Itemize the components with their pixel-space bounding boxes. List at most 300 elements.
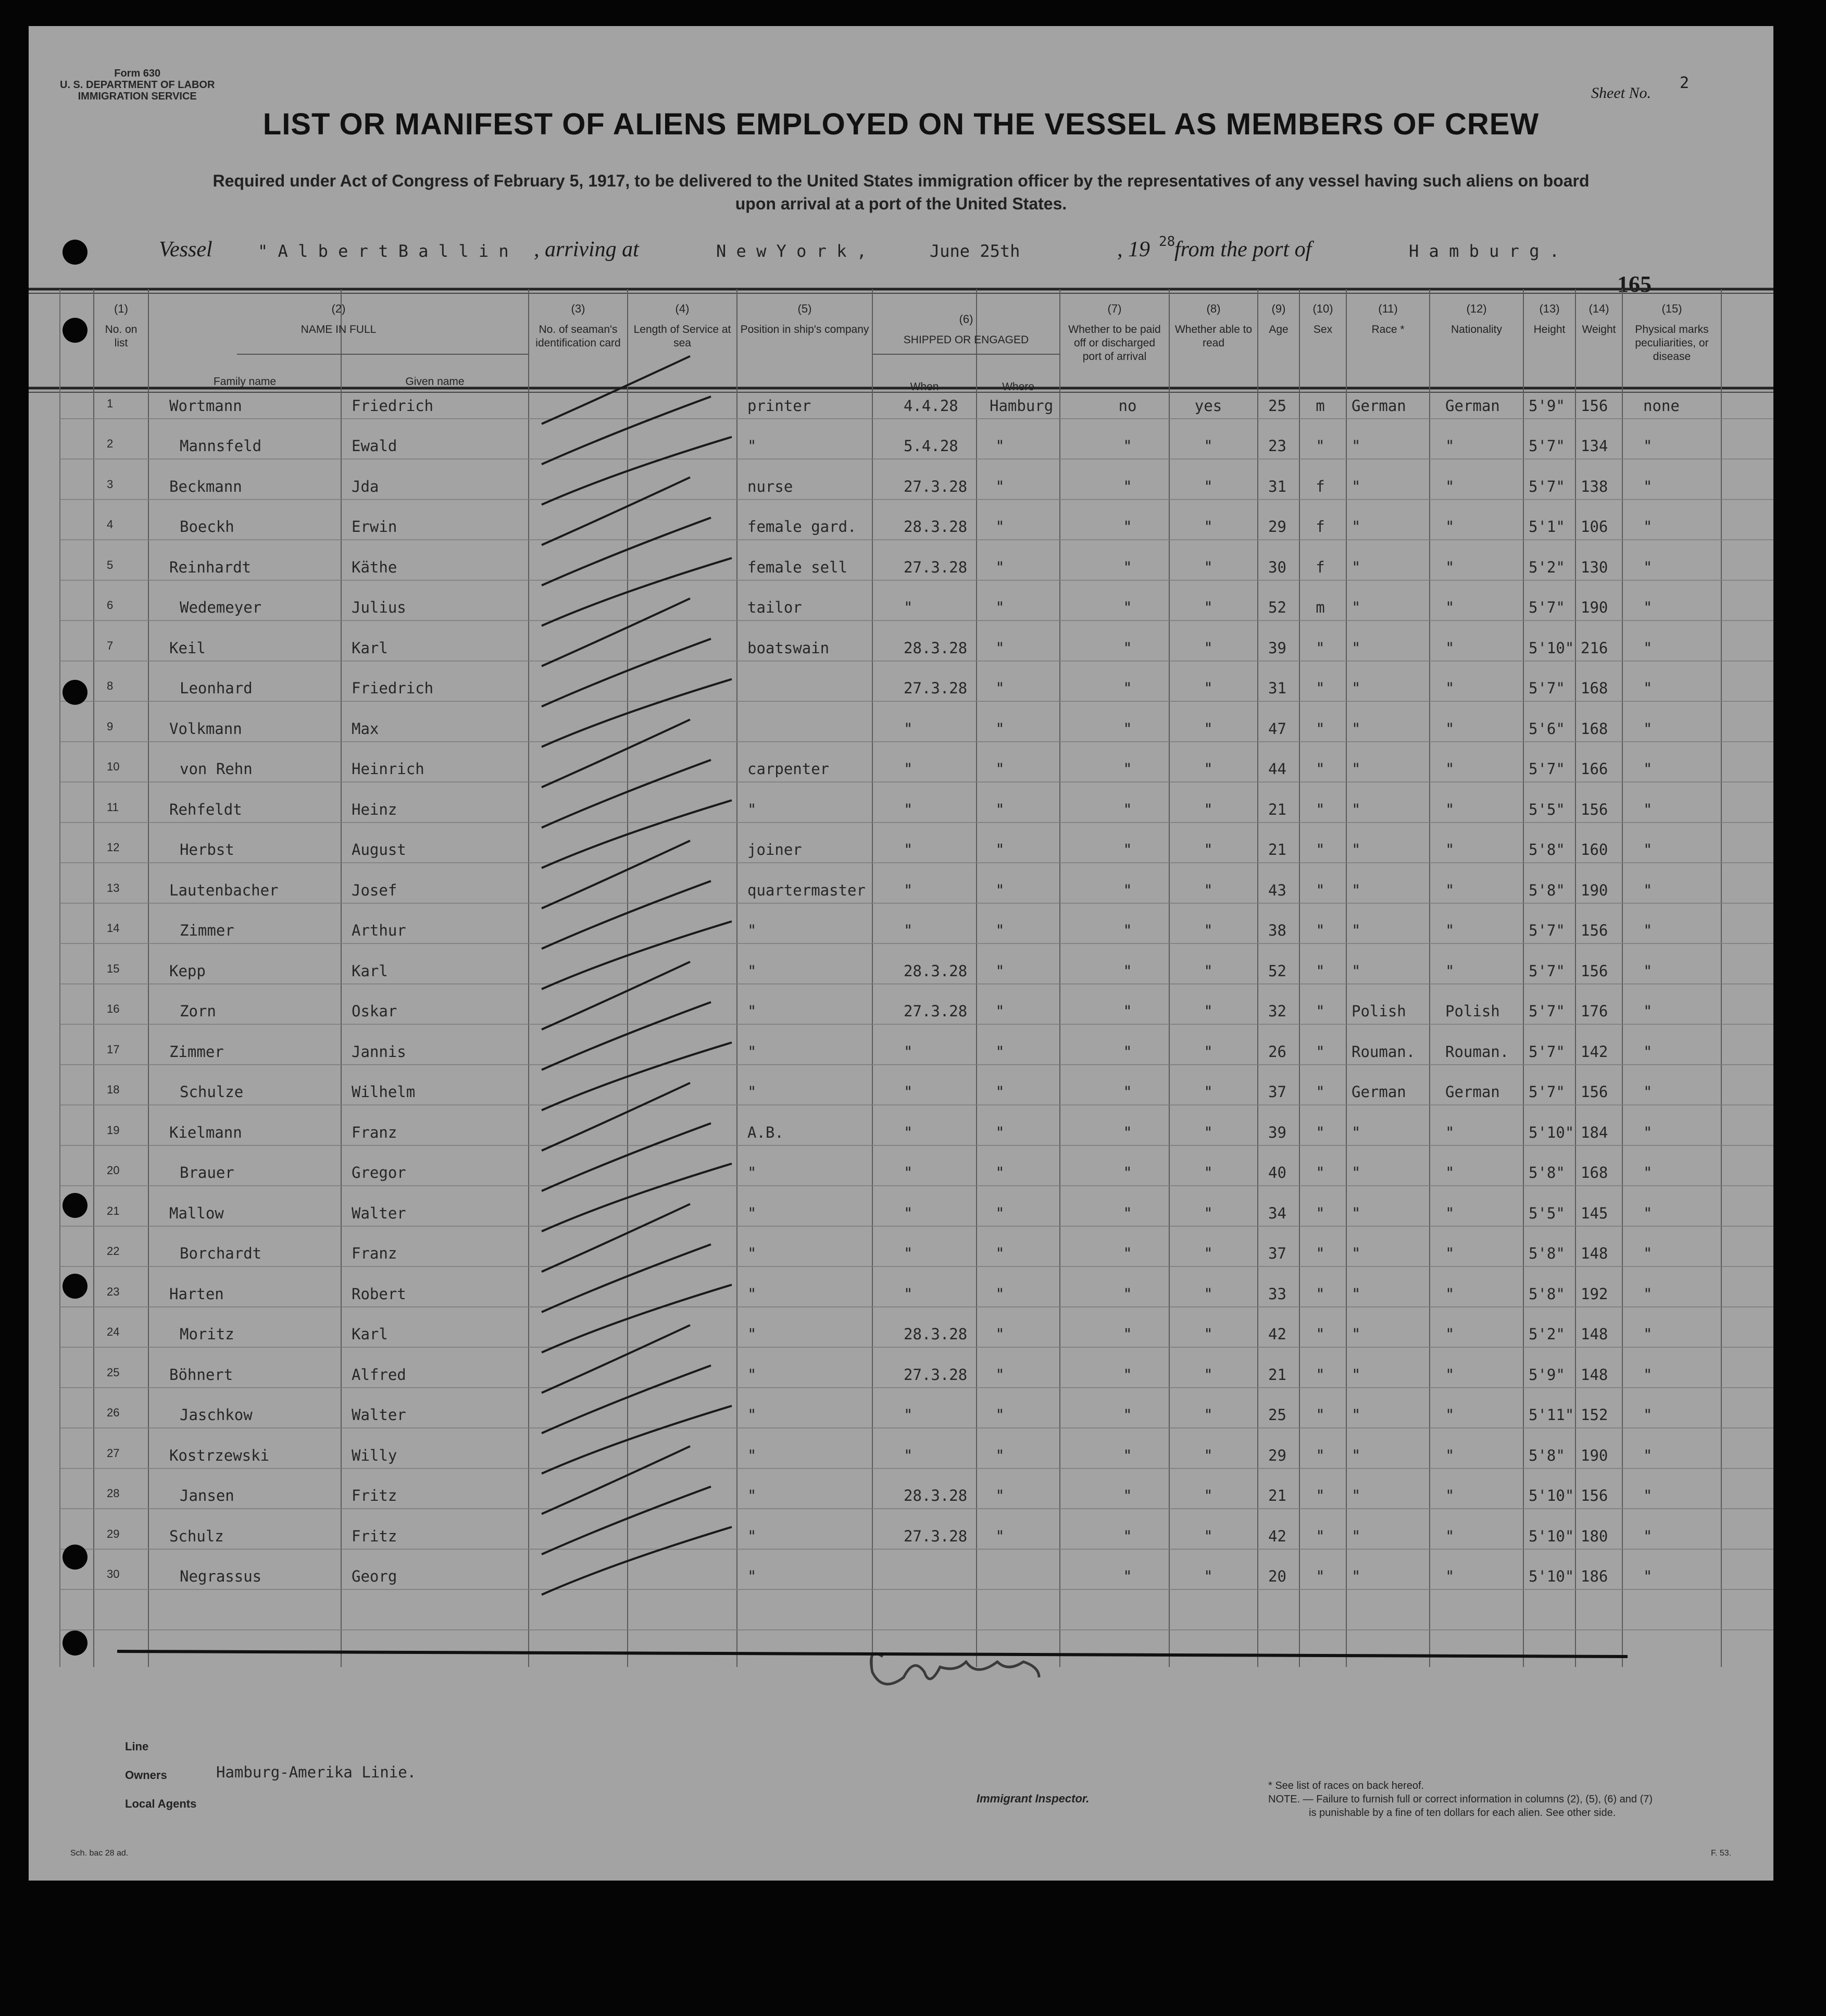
physical-marks: " bbox=[1643, 518, 1653, 536]
race: " bbox=[1352, 1446, 1361, 1464]
column-number: (11) bbox=[1378, 302, 1398, 315]
able-to-read: " bbox=[1204, 1002, 1213, 1021]
shipped-date: " bbox=[904, 1204, 913, 1222]
shipped-port: " bbox=[995, 1487, 1005, 1505]
sex: m bbox=[1316, 396, 1325, 415]
given-name: Fritz bbox=[352, 1487, 397, 1505]
family-name: Mallow bbox=[169, 1204, 224, 1222]
check-stroke bbox=[542, 1164, 732, 1231]
column-number: (4) bbox=[675, 302, 690, 315]
shipped-port: " bbox=[995, 881, 1005, 899]
column-header: No. of seaman's identification card bbox=[535, 323, 621, 349]
given-name: Willy bbox=[352, 1446, 397, 1464]
race: " bbox=[1352, 719, 1361, 738]
physical-marks: " bbox=[1643, 719, 1653, 738]
column-number: (12) bbox=[1466, 302, 1487, 315]
given-name: Robert bbox=[352, 1285, 406, 1303]
shipped-port: " bbox=[995, 800, 1005, 818]
column-number: (9) bbox=[1271, 302, 1286, 315]
height: 5'7" bbox=[1529, 760, 1565, 778]
shipped-date: 5.4.28 bbox=[904, 437, 958, 455]
height: 5'8" bbox=[1529, 1245, 1565, 1263]
check-strokes bbox=[542, 356, 732, 1595]
inspector-label: Immigrant Inspector. bbox=[977, 1792, 1090, 1805]
weight: 130 bbox=[1581, 558, 1608, 576]
nationality: German bbox=[1445, 396, 1500, 415]
physical-marks: " bbox=[1643, 1042, 1653, 1061]
physical-marks: " bbox=[1643, 760, 1653, 778]
race: " bbox=[1352, 1285, 1361, 1303]
shipped-date: 28.3.28 bbox=[904, 639, 968, 657]
height: 5'5" bbox=[1529, 1204, 1565, 1222]
able-to-read: " bbox=[1204, 1123, 1213, 1141]
family-name: Schulze bbox=[180, 1083, 244, 1101]
nationality: " bbox=[1445, 558, 1455, 576]
column-header: Sex bbox=[1313, 323, 1333, 335]
weight: 156 bbox=[1581, 922, 1608, 940]
race: " bbox=[1352, 639, 1361, 657]
shipped-port: " bbox=[995, 679, 1005, 698]
punch-hole bbox=[62, 680, 87, 705]
position: " bbox=[747, 437, 757, 455]
sex: " bbox=[1316, 922, 1325, 940]
age: 44 bbox=[1268, 760, 1286, 778]
manifest-sheet bbox=[29, 26, 1773, 1881]
shipped-port: " bbox=[995, 922, 1005, 940]
able-to-read: " bbox=[1204, 558, 1213, 576]
weight: 168 bbox=[1581, 1164, 1608, 1182]
race: " bbox=[1352, 1123, 1361, 1141]
row-number: 29 bbox=[107, 1527, 120, 1540]
paid-off: " bbox=[1123, 922, 1132, 940]
row-number: 2 bbox=[107, 437, 114, 451]
weight: 156 bbox=[1581, 800, 1608, 818]
able-to-read: " bbox=[1204, 477, 1213, 495]
weight: 216 bbox=[1581, 639, 1608, 657]
shipped-port: Hamburg bbox=[990, 396, 1054, 415]
shipped-date: " bbox=[904, 1164, 913, 1182]
row-number: 8 bbox=[107, 679, 114, 693]
shipped-port: " bbox=[995, 1365, 1005, 1384]
shipped-port: " bbox=[995, 558, 1005, 576]
able-to-read: yes bbox=[1194, 396, 1222, 415]
height: 5'8" bbox=[1529, 1446, 1565, 1464]
given-name: Gregor bbox=[352, 1164, 406, 1182]
paid-off: " bbox=[1123, 1204, 1132, 1222]
paid-off: " bbox=[1123, 1042, 1132, 1061]
position: " bbox=[747, 962, 757, 980]
given-name: Heinz bbox=[352, 800, 397, 818]
weight: 106 bbox=[1581, 518, 1608, 536]
paid-off: " bbox=[1123, 518, 1132, 536]
shipped-port: " bbox=[995, 1123, 1005, 1141]
shipped-date: " bbox=[904, 1245, 913, 1263]
weight: 190 bbox=[1581, 1446, 1608, 1464]
able-to-read: " bbox=[1204, 639, 1213, 657]
able-to-read: " bbox=[1204, 437, 1213, 455]
row-number: 6 bbox=[107, 599, 114, 612]
row-number: 30 bbox=[107, 1567, 120, 1581]
family-name: Borchardt bbox=[180, 1245, 262, 1263]
page-subtitle: Required under Act of Congress of February 5, 1917, to be delivered to the United States immigration officer by the representatives of any vessel having such aliens on board upon arrival at a port of the United States. bbox=[212, 171, 1590, 213]
nationality: " bbox=[1445, 760, 1455, 778]
race: " bbox=[1352, 1325, 1361, 1343]
shipped-date: 27.3.28 bbox=[904, 477, 968, 495]
sex: f bbox=[1316, 518, 1325, 536]
family-name: Jansen bbox=[180, 1487, 234, 1505]
nationality: " bbox=[1445, 719, 1455, 738]
family-name: Jaschkow bbox=[180, 1406, 253, 1424]
physical-marks: " bbox=[1643, 1002, 1653, 1021]
weight: 168 bbox=[1581, 719, 1608, 738]
sex: " bbox=[1316, 1083, 1325, 1101]
height: 5'6" bbox=[1529, 719, 1565, 738]
paid-off: no bbox=[1118, 396, 1137, 415]
able-to-read: " bbox=[1204, 1164, 1213, 1182]
age: 20 bbox=[1268, 1567, 1286, 1586]
height: 5'7" bbox=[1529, 599, 1565, 617]
family-name: Böhnert bbox=[169, 1365, 233, 1384]
age: 21 bbox=[1268, 1487, 1286, 1505]
sex: " bbox=[1316, 1123, 1325, 1141]
family-name: Kostrzewski bbox=[169, 1446, 270, 1464]
sex: " bbox=[1316, 1487, 1325, 1505]
nationality: " bbox=[1445, 881, 1455, 899]
row-number: 9 bbox=[107, 719, 114, 733]
nationality: " bbox=[1445, 1567, 1455, 1586]
from-port-label: from the port of bbox=[1174, 238, 1312, 262]
height: 5'7" bbox=[1529, 437, 1565, 455]
position: " bbox=[747, 1285, 757, 1303]
family-name: von Rehn bbox=[180, 760, 253, 778]
column-header: SHIPPED OR ENGAGED bbox=[903, 334, 1029, 346]
race: " bbox=[1352, 841, 1361, 859]
family-name: Volkmann bbox=[169, 719, 242, 738]
age: 25 bbox=[1268, 1406, 1286, 1424]
nationality: " bbox=[1445, 1285, 1455, 1303]
weight: 156 bbox=[1581, 962, 1608, 980]
race: " bbox=[1352, 1567, 1361, 1586]
weight: 180 bbox=[1581, 1527, 1608, 1545]
column-header: Height bbox=[1533, 323, 1566, 335]
position: " bbox=[747, 1567, 757, 1586]
able-to-read: " bbox=[1204, 1487, 1213, 1505]
shipped-port: " bbox=[995, 1285, 1005, 1303]
position: " bbox=[747, 1083, 757, 1101]
sex: " bbox=[1316, 1406, 1325, 1424]
height: 5'10" bbox=[1529, 639, 1574, 657]
row-number: 4 bbox=[107, 518, 114, 531]
age: 42 bbox=[1268, 1527, 1286, 1545]
nationality: " bbox=[1445, 922, 1455, 940]
column-header: Whether to be paid off or discharged port of arrival bbox=[1068, 323, 1161, 363]
position: A.B. bbox=[747, 1123, 784, 1141]
family-name: Zorn bbox=[180, 1002, 216, 1021]
physical-marks: " bbox=[1643, 1487, 1653, 1505]
check-stroke bbox=[542, 1487, 711, 1554]
given-name: Franz bbox=[352, 1245, 397, 1263]
check-stroke bbox=[542, 760, 711, 828]
check-stroke bbox=[542, 1042, 732, 1110]
physical-marks: " bbox=[1643, 1164, 1653, 1182]
able-to-read: " bbox=[1204, 1245, 1213, 1263]
physical-marks: " bbox=[1643, 1325, 1653, 1343]
punch-hole bbox=[62, 318, 87, 343]
height: 5'2" bbox=[1529, 1325, 1565, 1343]
height: 5'7" bbox=[1529, 1042, 1565, 1061]
position: " bbox=[747, 1406, 757, 1424]
row-number: 16 bbox=[107, 1002, 120, 1016]
able-to-read: " bbox=[1204, 1406, 1213, 1424]
race: " bbox=[1352, 881, 1361, 899]
stamped-page-number: 165 bbox=[1617, 271, 1652, 297]
weight: 184 bbox=[1581, 1123, 1608, 1141]
shipped-date: 4.4.28 bbox=[904, 396, 958, 415]
sex: " bbox=[1316, 962, 1325, 980]
given-name: Karl bbox=[352, 639, 388, 657]
shipped-port: " bbox=[995, 639, 1005, 657]
age: 34 bbox=[1268, 1204, 1286, 1222]
paid-off: " bbox=[1123, 1002, 1132, 1021]
weight: 142 bbox=[1581, 1042, 1608, 1061]
paid-off: " bbox=[1123, 800, 1132, 818]
paid-off: " bbox=[1123, 1527, 1132, 1545]
position: " bbox=[747, 1446, 757, 1464]
height: 5'9" bbox=[1529, 396, 1565, 415]
shipped-port: " bbox=[995, 841, 1005, 859]
paid-off: " bbox=[1123, 1164, 1132, 1182]
row-number: 22 bbox=[107, 1245, 120, 1258]
nationality: " bbox=[1445, 1446, 1455, 1464]
height: 5'8" bbox=[1529, 841, 1565, 859]
able-to-read: " bbox=[1204, 1527, 1213, 1545]
physical-marks: " bbox=[1643, 962, 1653, 980]
row-number: 14 bbox=[107, 922, 120, 935]
paid-off: " bbox=[1123, 962, 1132, 980]
race: " bbox=[1352, 518, 1361, 536]
check-stroke bbox=[542, 1123, 711, 1191]
given-name: Karl bbox=[352, 962, 388, 980]
shipped-date: 28.3.28 bbox=[904, 1487, 968, 1505]
sheet-number-value: 2 bbox=[1680, 74, 1690, 92]
height: 5'7" bbox=[1529, 922, 1565, 940]
vessel-name: " A l b e r t B a l l i n bbox=[258, 241, 509, 261]
position: female gard. bbox=[747, 518, 857, 536]
row-number: 20 bbox=[107, 1164, 120, 1177]
paid-off: " bbox=[1123, 1325, 1132, 1343]
shipped-date: " bbox=[904, 599, 913, 617]
column-number: (2) bbox=[331, 302, 346, 315]
physical-marks: " bbox=[1643, 1567, 1653, 1586]
nationality: " bbox=[1445, 518, 1455, 536]
nationality: " bbox=[1445, 962, 1455, 980]
weight: 190 bbox=[1581, 599, 1608, 617]
shipped-date: 27.3.28 bbox=[904, 558, 968, 576]
shipped-date: " bbox=[904, 1083, 913, 1101]
weight: 156 bbox=[1581, 1083, 1608, 1101]
nationality: " bbox=[1445, 477, 1455, 495]
row-number: 12 bbox=[107, 841, 120, 854]
given-name: Walter bbox=[352, 1204, 406, 1222]
physical-marks: " bbox=[1643, 1204, 1653, 1222]
paid-off: " bbox=[1123, 1365, 1132, 1384]
arrival-date: June 25th bbox=[930, 241, 1020, 261]
able-to-read: " bbox=[1204, 962, 1213, 980]
sex: " bbox=[1316, 639, 1325, 657]
physical-marks: " bbox=[1643, 841, 1653, 859]
age: 52 bbox=[1268, 599, 1286, 617]
age: 23 bbox=[1268, 437, 1286, 455]
check-stroke bbox=[542, 437, 732, 505]
weight: 145 bbox=[1581, 1204, 1608, 1222]
sex: " bbox=[1316, 719, 1325, 738]
position: joiner bbox=[747, 841, 802, 859]
sex: f bbox=[1316, 558, 1325, 576]
sex: " bbox=[1316, 1285, 1325, 1303]
sheet-number-label: Sheet No. bbox=[1591, 84, 1651, 102]
shipped-port: " bbox=[995, 1406, 1005, 1424]
column-number: (3) bbox=[571, 302, 585, 315]
column-number: (10) bbox=[1312, 302, 1333, 315]
column-header: NAME IN FULL bbox=[301, 323, 377, 335]
shipped-date: " bbox=[904, 841, 913, 859]
family-name: Harten bbox=[169, 1285, 224, 1303]
race: " bbox=[1352, 1164, 1361, 1182]
age: 30 bbox=[1268, 558, 1286, 576]
paid-off: " bbox=[1123, 719, 1132, 738]
row-number: 19 bbox=[107, 1123, 120, 1137]
arrival-port: N e w Y o r k , bbox=[716, 241, 867, 261]
shipped-date: " bbox=[904, 1123, 913, 1141]
position: " bbox=[747, 1245, 757, 1263]
physical-marks: " bbox=[1643, 1365, 1653, 1384]
race: " bbox=[1352, 1365, 1361, 1384]
nationality: " bbox=[1445, 1365, 1455, 1384]
family-name: Kepp bbox=[169, 962, 206, 980]
shipped-port: " bbox=[995, 437, 1005, 455]
given-name: Georg bbox=[352, 1567, 397, 1586]
shipped-port: " bbox=[995, 477, 1005, 495]
punch-hole bbox=[62, 240, 87, 265]
age: 47 bbox=[1268, 719, 1286, 738]
weight: 152 bbox=[1581, 1406, 1608, 1424]
given-name: Oskar bbox=[352, 1002, 397, 1021]
year-suffix: 28 bbox=[1159, 234, 1175, 250]
given-name: Julius bbox=[352, 599, 406, 617]
height: 5'7" bbox=[1529, 962, 1565, 980]
able-to-read: " bbox=[1204, 922, 1213, 940]
age: 32 bbox=[1268, 1002, 1286, 1021]
position: female sell bbox=[747, 558, 848, 576]
weight: 134 bbox=[1581, 437, 1608, 455]
weight: 190 bbox=[1581, 881, 1608, 899]
age: 33 bbox=[1268, 1285, 1286, 1303]
age: 21 bbox=[1268, 841, 1286, 859]
age: 29 bbox=[1268, 518, 1286, 536]
paid-off: " bbox=[1123, 1083, 1132, 1101]
race: " bbox=[1352, 558, 1361, 576]
paid-off: " bbox=[1123, 679, 1132, 698]
physical-marks: " bbox=[1643, 639, 1653, 657]
weight: 148 bbox=[1581, 1325, 1608, 1343]
nationality: " bbox=[1445, 639, 1455, 657]
able-to-read: " bbox=[1204, 1204, 1213, 1222]
physical-marks: " bbox=[1643, 1123, 1653, 1141]
paid-off: " bbox=[1123, 639, 1132, 657]
height: 5'7" bbox=[1529, 679, 1565, 698]
row-number: 11 bbox=[107, 800, 119, 814]
nationality: " bbox=[1445, 599, 1455, 617]
column-header: No. on list bbox=[105, 323, 137, 349]
departure-port: H a m b u r g . bbox=[1409, 241, 1559, 261]
shipped-port: " bbox=[995, 1204, 1005, 1222]
age: 26 bbox=[1268, 1042, 1286, 1061]
race: " bbox=[1352, 679, 1361, 698]
check-stroke bbox=[542, 396, 711, 464]
form-code: F. 53. bbox=[1711, 1849, 1732, 1858]
sex: " bbox=[1316, 1204, 1325, 1222]
column-number: (6) bbox=[959, 313, 973, 326]
height: 5'10" bbox=[1529, 1527, 1574, 1545]
column-number: (15) bbox=[1661, 302, 1682, 315]
given-name: Jda bbox=[352, 477, 379, 495]
shipped-date: " bbox=[904, 800, 913, 818]
row-number: 17 bbox=[107, 1042, 120, 1056]
sex: " bbox=[1316, 881, 1325, 899]
age: 40 bbox=[1268, 1164, 1286, 1182]
column-number: (7) bbox=[1107, 302, 1122, 315]
check-stroke bbox=[542, 1527, 732, 1595]
physical-marks: " bbox=[1643, 477, 1653, 495]
age: 21 bbox=[1268, 800, 1286, 818]
sex: " bbox=[1316, 841, 1325, 859]
paid-off: " bbox=[1123, 1446, 1132, 1464]
race: " bbox=[1352, 962, 1361, 980]
able-to-read: " bbox=[1204, 518, 1213, 536]
check-stroke bbox=[542, 679, 732, 747]
family-name: Lautenbacher bbox=[169, 881, 279, 899]
race: " bbox=[1352, 437, 1361, 455]
height: 5'1" bbox=[1529, 518, 1565, 536]
able-to-read: " bbox=[1204, 841, 1213, 859]
check-stroke bbox=[542, 558, 732, 626]
able-to-read: " bbox=[1204, 1083, 1213, 1101]
nationality: Polish bbox=[1445, 1002, 1500, 1021]
height: 5'7" bbox=[1529, 477, 1565, 495]
position: " bbox=[747, 1002, 757, 1021]
height: 5'10" bbox=[1529, 1567, 1574, 1586]
height: 5'8" bbox=[1529, 1285, 1565, 1303]
row-number: 18 bbox=[107, 1083, 120, 1097]
paid-off: " bbox=[1123, 760, 1132, 778]
physical-marks: none bbox=[1643, 396, 1680, 415]
able-to-read: " bbox=[1204, 1042, 1213, 1061]
physical-marks: " bbox=[1643, 1446, 1653, 1464]
page-title: LIST OR MANIFEST OF ALIENS EMPLOYED ON THE VESSEL AS MEMBERS OF CREW bbox=[262, 107, 1540, 141]
race: " bbox=[1352, 800, 1361, 818]
position: " bbox=[747, 1042, 757, 1061]
check-stroke bbox=[542, 518, 711, 586]
check-stroke bbox=[542, 1002, 711, 1070]
punch-hole bbox=[62, 1274, 87, 1299]
punch-hole bbox=[62, 1193, 87, 1218]
weight: 168 bbox=[1581, 679, 1608, 698]
paid-off: " bbox=[1123, 1123, 1132, 1141]
age: 31 bbox=[1268, 679, 1286, 698]
family-name: Schulz bbox=[169, 1527, 224, 1545]
inspector-signature bbox=[871, 1653, 1040, 1684]
height: 5'11" bbox=[1529, 1406, 1574, 1424]
